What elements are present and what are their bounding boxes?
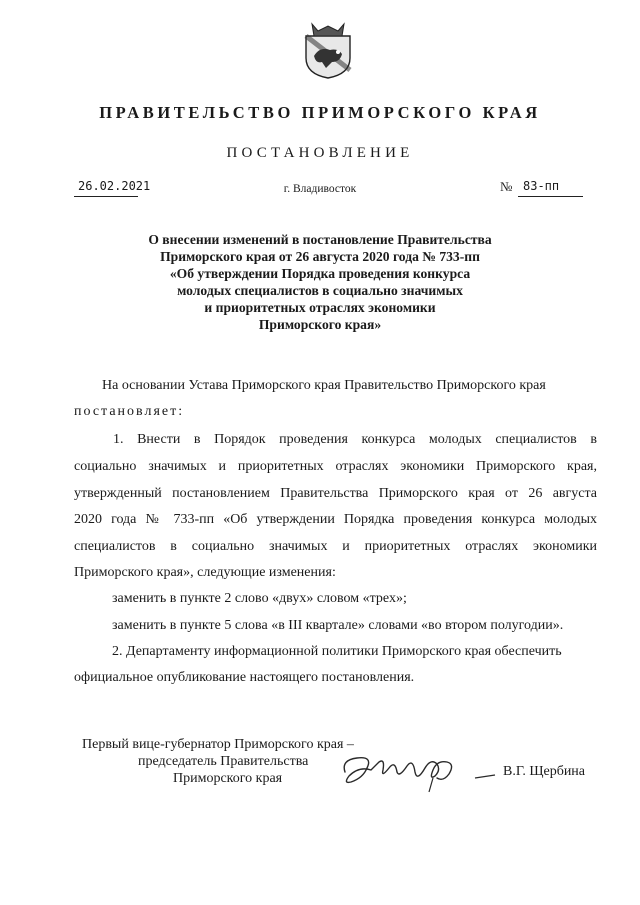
body-line: заменить в пункте 5 слова «в III квартале» словами «во втором полугодии». <box>112 618 564 633</box>
heading-line: «Об утверждении Порядка проведения конкурса <box>169 266 471 281</box>
number-sign: № <box>500 179 513 194</box>
body-line: социально значимых и приоритетных отраслях экономики Приморского края, <box>74 459 597 474</box>
heading-line: Приморского края» <box>258 317 382 332</box>
date-underline <box>74 196 138 197</box>
document-number: 83-пп <box>523 179 560 193</box>
heading-line: и приоритетных отраслях экономики <box>204 300 436 315</box>
body-line: На основании Устава Приморского края Правительство Приморского края <box>102 378 546 393</box>
body-line: заменить в пункте 2 слово «двух» словом «трех»; <box>112 591 407 606</box>
body-line: 2020 года № 733-пп «Об утверждении Порядка проведения конкурса молодых <box>74 512 597 527</box>
body-line: постановляет: <box>74 404 185 419</box>
signatory-name: В.Г. Щербина <box>503 764 586 779</box>
body-line: специалистов в социально значимых и приоритетных отраслях экономики <box>74 539 597 554</box>
document-date: 26.02.2021 <box>78 179 151 193</box>
body-line: Приморского края», следующие изменения: <box>74 565 336 580</box>
document-type: ПОСТАНОВЛЕНИЕ <box>226 145 414 161</box>
body-line: официальное опубликование настоящего постановления. <box>74 670 415 685</box>
heading-line: молодых специалистов в социально значимых <box>177 283 463 298</box>
body-line: утвержденный постановлением Правительства Приморского края от 26 августа <box>74 486 597 501</box>
position-line: председатель Правительства <box>138 754 309 769</box>
organization-title: ПРАВИТЕЛЬСТВО ПРИМОРСКОГО КРАЯ <box>99 103 541 122</box>
document-city: г. Владивосток <box>283 183 357 195</box>
document-heading <box>0 231 640 333</box>
handwritten-signature-icon <box>337 748 497 794</box>
position-line: Первый вице-губернатор Приморского края – <box>82 737 354 752</box>
position-line: Приморского края <box>173 771 283 786</box>
body-line: 2. Департаменту информационной политики Приморского края обеспечить <box>112 644 562 659</box>
body-line: 1. Внести в Порядок проведения конкурса молодых специалистов в <box>113 432 597 447</box>
number-underline <box>518 196 583 197</box>
heading-line: Приморского края от 26 августа 2020 года № 733-пп <box>160 249 480 264</box>
coat-of-arms-icon <box>302 22 354 80</box>
heading-line: О внесении изменений в постановление Правительства <box>148 232 492 247</box>
